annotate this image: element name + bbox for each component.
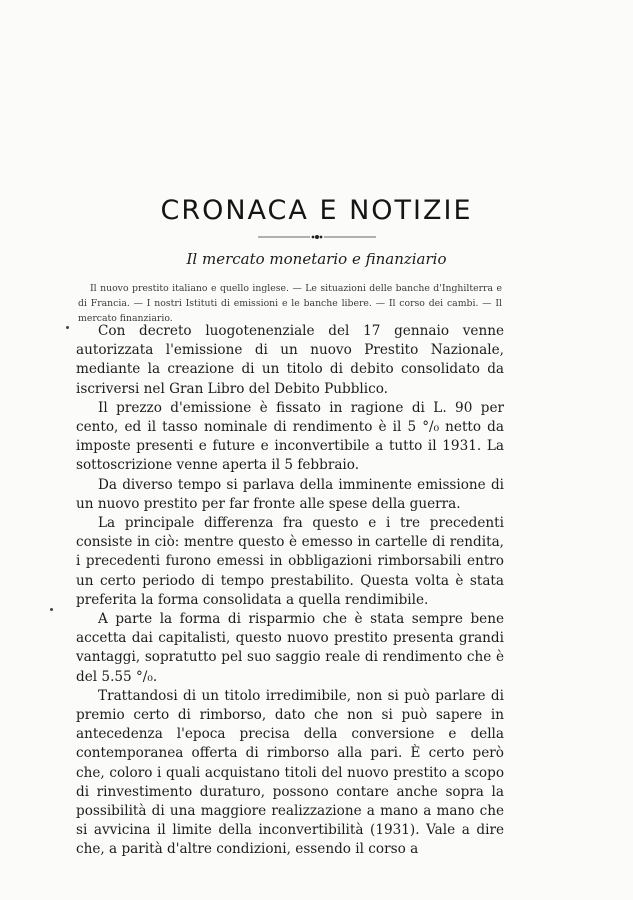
section-title: CRONACA E NOTIZIE [160,195,473,226]
article-subtitle: Il mercato monetario e finanziario [186,250,447,268]
margin-speck [66,326,69,329]
paragraph: A parte la forma di risparmio che è stata sempre bene accetta dai capitalisti, questo nuovo prestito presenta grandi vantaggi, sopratutto pel suo saggio reale di rendimento che è del 5.55 °/₀. [76,611,504,685]
paragraph: Il prezzo d'emissione è fissato in ragione di L. 90 per cento, ed il tasso nominale di rendimento è il 5 °/₀ netto da imposte presenti e future e inconvertibile a tutto il 1931. La sottoscrizione venne aperta il 5 febbraio. [76,399,504,474]
title-ornament-divider [258,234,376,240]
margin-speck [50,608,53,611]
paragraph: Da diverso tempo si parlava della imminente emissione di un nuovo prestito per far fronte alle spese della guerra. [76,476,504,512]
paragraph: La principale differenza fra questo e i tre precedenti consiste in ciò: mentre questo è emesso in cartelle di rendita, i precedenti furono emessi in obbligazioni rimborsabili entro un certo periodo di tempo prestabilito. Questa volta è stata preferita la forma consolidata a quella rendimibile. [76,515,504,608]
article-body [76,322,504,860]
paragraph: Con decreto luogotenenziale del 17 gennaio venne autorizzata l'emissione di un nuovo Prestito Nazionale, mediante la creazione di un titolo di debito consolidato da iscriversi nel Gran Libro del Debito Pubblico. [76,323,504,397]
article-summary: Il nuovo prestito italiano e quello inglese. — Le situazioni delle banche d'Inghilterra e di Francia. — I nostri Istituti di emissioni e le banche libere. — Il corso dei cambi. — Il mercato finanziario. [78,283,502,324]
paragraph: Trattandosi di un titolo irredimibile, non si può parlare di premio certo di rimborso, dato che non si può sapere in antecedenza l'epoca precisa della conversione e della contemporanea offerta di rimborso alla pari. È certo però che, coloro i quali acquistano titoli del nuovo prestito a scopo di rinvestimento duraturo, possono contare anche sopra la possibilità di una maggiore realizzazione a mano a mano che si avvicina il limite della inconvertibilità (1931). Vale a dire che, a parità d'altre condizioni, essendo il corso a [76,687,504,858]
